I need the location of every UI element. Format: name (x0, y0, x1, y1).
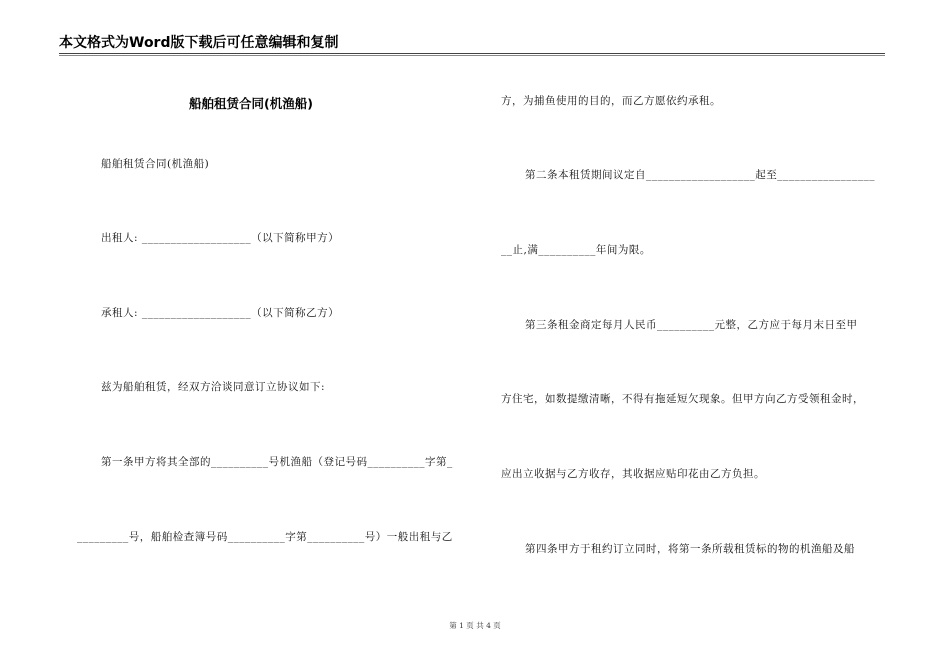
right-paragraph-2: 第二条本租赁期间议定自___________________起至_________________ (525, 169, 875, 181)
right-paragraph-3: __止,满__________年间为限。 (501, 244, 651, 256)
left-paragraph-1: 船舶租赁合同(机渔船) (101, 158, 210, 170)
header-divider-thin (59, 55, 885, 56)
right-paragraph-5: 方住宅，如数提缴清晰，不得有拖延短欠现象。但甲方向乙方受领租金时， (501, 393, 864, 405)
left-paragraph-6: _________号，船舶检查簿号码__________字第__________号）一般出租与乙 (77, 531, 453, 543)
document-header: 本文格式为Word版下载后可任意编辑和复制 (59, 35, 339, 51)
page-number: 第 1 页 共 4 页 (449, 621, 501, 630)
right-paragraph-7: 第四条甲方于租约订立同时，将第一条所载租赁标的物的机渔船及船 (525, 543, 855, 555)
left-paragraph-2: 出租人: ___________________（以下简称甲方） (101, 232, 340, 244)
right-paragraph-4: 第三条租金商定每月人民币__________元整，乙方应于每月末日至甲 (525, 319, 858, 331)
left-paragraph-3: 承租人: ___________________（以下简称乙方） (101, 307, 340, 319)
right-paragraph-6: 应出立收据与乙方收存，其收据应贴印花由乙方负担。 (501, 468, 765, 480)
header-divider (59, 53, 885, 54)
document-title: 船舶租赁合同(机渔船) (189, 96, 313, 111)
left-paragraph-5: 第一条甲方将其全部的__________号机渔船（登记号码__________字第_ (101, 456, 453, 468)
left-paragraph-4: 兹为船舶租赁，经双方洽谈同意订立协议如下: (101, 381, 326, 393)
right-paragraph-1: 方，为捕鱼使用的目的，而乙方愿依约承租。 (501, 95, 721, 107)
